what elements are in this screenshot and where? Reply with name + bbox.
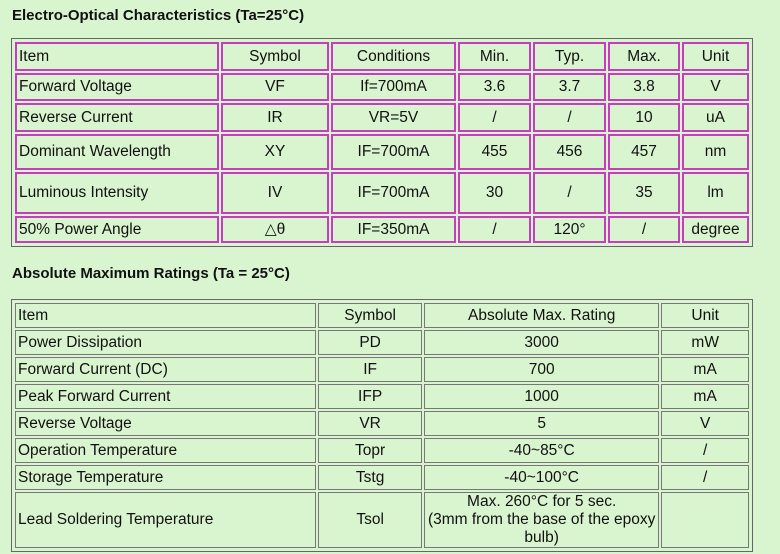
cell-symbol: Tsol bbox=[318, 492, 422, 548]
table-row bbox=[15, 330, 749, 355]
cell-max: 10 bbox=[608, 103, 680, 132]
cell-conditions: VR=5V bbox=[331, 103, 456, 132]
cell-rating: 700 bbox=[424, 357, 659, 382]
cell-item: Power Dissipation bbox=[15, 330, 316, 355]
cell-typ: / bbox=[533, 103, 606, 132]
cell-max: 457 bbox=[608, 134, 680, 170]
absolute-max-ratings-title: Absolute Maximum Ratings (Ta = 25°C) bbox=[12, 265, 290, 282]
cell-max: / bbox=[608, 216, 680, 243]
cell-min: / bbox=[458, 103, 531, 132]
cell-typ: 3.7 bbox=[533, 73, 606, 101]
cell-item: Forward Voltage bbox=[15, 73, 219, 101]
cell-symbol: XY bbox=[221, 134, 329, 170]
cell-symbol: PD bbox=[318, 330, 422, 355]
table-row bbox=[15, 103, 749, 132]
table-row bbox=[15, 357, 749, 382]
cell-min: / bbox=[458, 216, 531, 243]
header-typ: Typ. bbox=[533, 42, 606, 71]
cell-unit: mA bbox=[661, 384, 749, 409]
cell-symbol: VF bbox=[221, 73, 329, 101]
cell-item: 50% Power Angle bbox=[15, 216, 219, 243]
rating-line-2: (3mm from the base of the epoxy bulb) bbox=[427, 511, 656, 546]
electro-optical-title: Electro-Optical Characteristics (Ta=25°C) bbox=[12, 7, 305, 24]
header-item: Item bbox=[15, 42, 219, 71]
cell-min: 30 bbox=[458, 172, 531, 214]
table-header-row bbox=[15, 303, 749, 328]
cell-rating: 3000 bbox=[424, 330, 659, 355]
table-row bbox=[15, 73, 749, 101]
header-symbol: Symbol bbox=[318, 303, 422, 328]
cell-typ: 120° bbox=[533, 216, 606, 243]
cell-symbol: IR bbox=[221, 103, 329, 132]
rating-line-1: Max. 260°C for 5 sec. bbox=[467, 493, 617, 510]
cell-unit: degree bbox=[682, 216, 749, 243]
table-row bbox=[15, 216, 749, 243]
cell-item: Reverse Voltage bbox=[15, 411, 316, 436]
cell-unit: V bbox=[682, 73, 749, 101]
cell-item: Reverse Current bbox=[15, 103, 219, 132]
cell-symbol: △θ bbox=[221, 216, 329, 243]
cell-symbol: Topr bbox=[318, 438, 422, 463]
cell-unit: mW bbox=[661, 330, 749, 355]
header-item: Item bbox=[15, 303, 316, 328]
cell-conditions: IF=700mA bbox=[331, 172, 456, 214]
header-unit: Unit bbox=[682, 42, 749, 71]
cell-max: 3.8 bbox=[608, 73, 680, 101]
cell-item: Forward Current (DC) bbox=[15, 357, 316, 382]
table-row bbox=[15, 438, 749, 463]
header-rating: Absolute Max. Rating bbox=[424, 303, 659, 328]
table-row bbox=[15, 134, 749, 170]
header-symbol: Symbol bbox=[221, 42, 329, 71]
cell-conditions: IF=700mA bbox=[331, 134, 456, 170]
cell-item: Luminous Intensity bbox=[15, 172, 219, 214]
cell-rating: -40~85°C bbox=[424, 438, 659, 463]
cell-rating: -40~100°C bbox=[424, 465, 659, 490]
cell-rating bbox=[424, 492, 659, 548]
header-conditions: Conditions bbox=[331, 42, 456, 71]
cell-unit: lm bbox=[682, 172, 749, 214]
header-unit: Unit bbox=[661, 303, 749, 328]
cell-symbol: IV bbox=[221, 172, 329, 214]
electro-optical-table bbox=[11, 38, 753, 247]
cell-rating: 5 bbox=[424, 411, 659, 436]
cell-rating: 1000 bbox=[424, 384, 659, 409]
cell-symbol: IFP bbox=[318, 384, 422, 409]
cell-unit: V bbox=[661, 411, 749, 436]
cell-unit: uA bbox=[682, 103, 749, 132]
header-min: Min. bbox=[458, 42, 531, 71]
cell-unit: / bbox=[661, 438, 749, 463]
absolute-max-ratings-table bbox=[11, 299, 753, 552]
cell-unit: mA bbox=[661, 357, 749, 382]
cell-min: 455 bbox=[458, 134, 531, 170]
header-max: Max. bbox=[608, 42, 680, 71]
cell-item: Storage Temperature bbox=[15, 465, 316, 490]
cell-item: Operation Temperature bbox=[15, 438, 316, 463]
cell-item: Peak Forward Current bbox=[15, 384, 316, 409]
cell-typ: 456 bbox=[533, 134, 606, 170]
table-row bbox=[15, 465, 749, 490]
table-row bbox=[15, 411, 749, 436]
cell-unit bbox=[661, 492, 749, 548]
cell-unit: nm bbox=[682, 134, 749, 170]
table-row bbox=[15, 172, 749, 214]
table-row bbox=[15, 492, 749, 548]
table-header-row bbox=[15, 42, 749, 71]
cell-typ: / bbox=[533, 172, 606, 214]
cell-item: Dominant Wavelength bbox=[15, 134, 219, 170]
table-row bbox=[15, 384, 749, 409]
cell-max: 35 bbox=[608, 172, 680, 214]
cell-unit: / bbox=[661, 465, 749, 490]
cell-conditions: If=700mA bbox=[331, 73, 456, 101]
cell-symbol: Tstg bbox=[318, 465, 422, 490]
cell-item: Lead Soldering Temperature bbox=[15, 492, 316, 548]
cell-symbol: VR bbox=[318, 411, 422, 436]
cell-conditions: IF=350mA bbox=[331, 216, 456, 243]
cell-min: 3.6 bbox=[458, 73, 531, 101]
cell-symbol: IF bbox=[318, 357, 422, 382]
